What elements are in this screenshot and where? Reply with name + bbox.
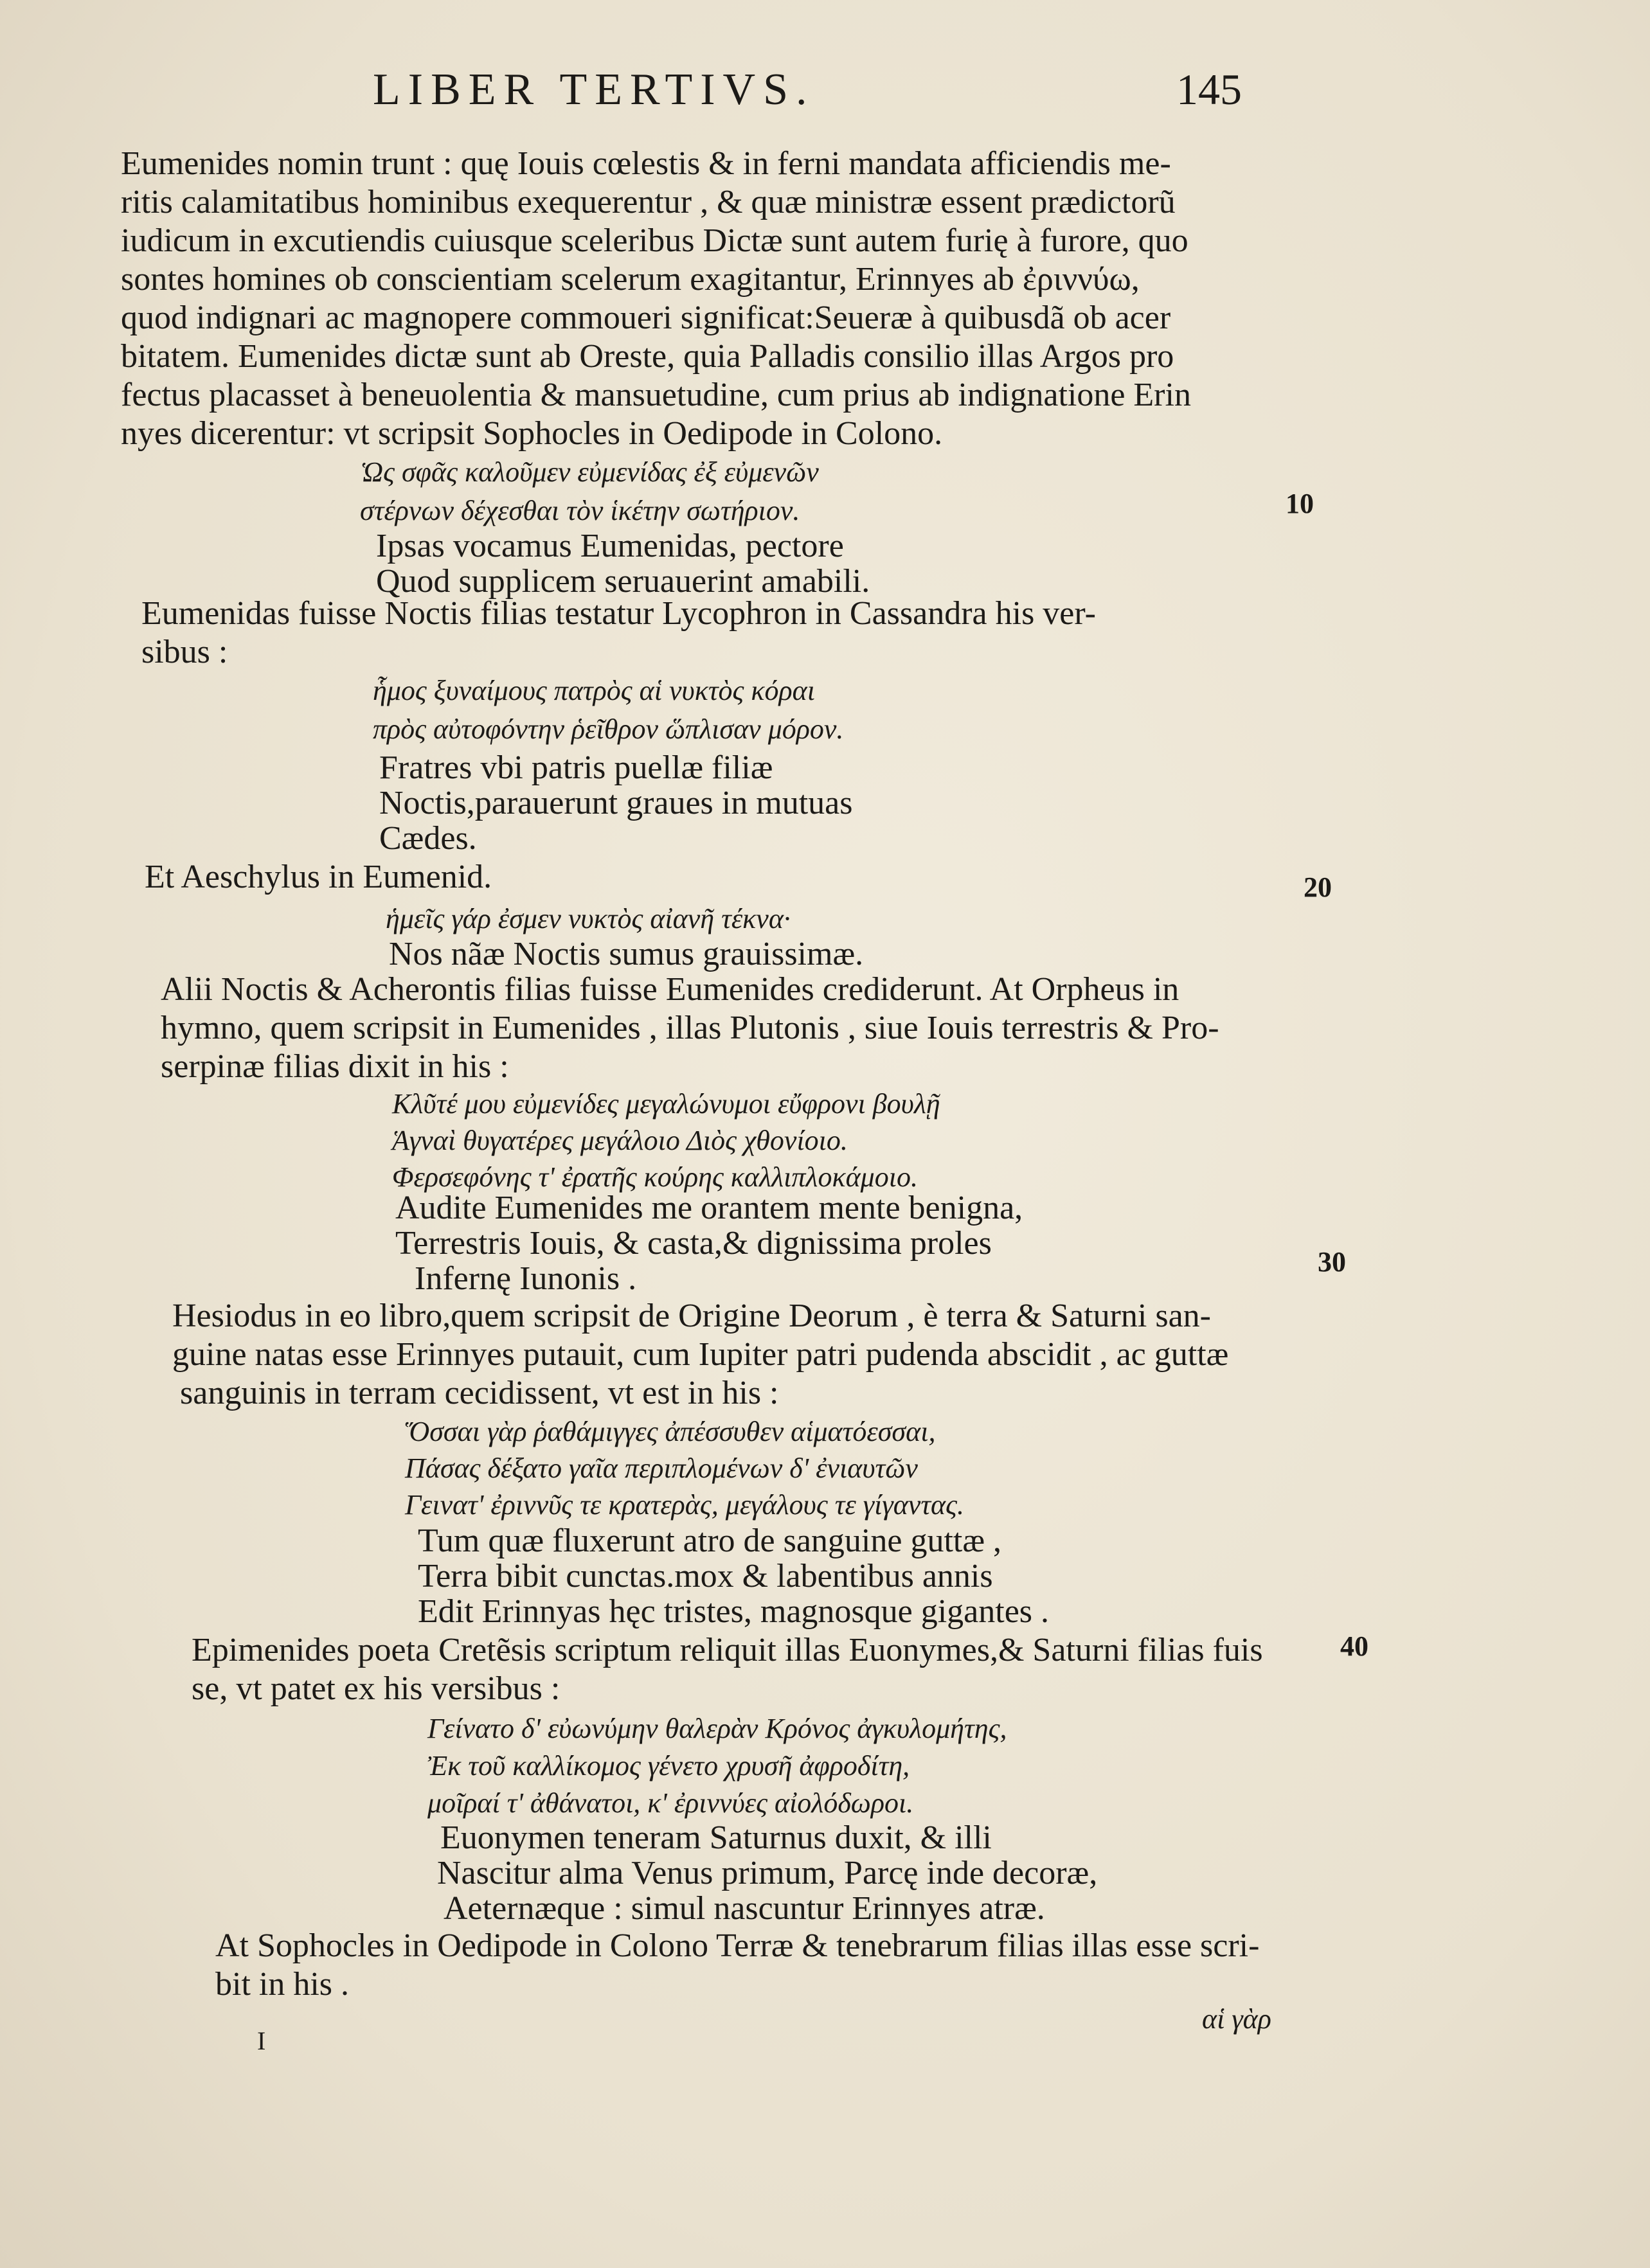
text-line: ritis calamitatibus hominibus exequerentur , & quæ ministræ essent prædictorũ xyxy=(121,184,1176,220)
latin-verse: Fratres vbi patris puellæ filiæ xyxy=(379,749,773,786)
latin-verse: Nascitur alma Venus primum, Parcę inde decoræ, xyxy=(437,1855,1098,1891)
text-line: iudicum in excutiendis cuiusque sceleribus Dictæ sunt autem furię à furore, quo xyxy=(121,222,1188,259)
page-number: 145 xyxy=(1176,65,1242,114)
text-line: Et Aeschylus in Eumenid. xyxy=(145,859,492,895)
text-line: At Sophocles in Oedipode in Colono Terræ & tenebrarum filias illas esse scri- xyxy=(215,1927,1260,1964)
latin-verse: Tum quæ fluxerunt atro de sanguine guttæ , xyxy=(418,1522,1002,1559)
latin-verse: Euonymen teneram Saturnus duxit, & illi xyxy=(440,1819,992,1856)
line-number-10: 10 xyxy=(1286,488,1314,519)
greek-verse: μοῖραί τ' ἀθάνατοι, κ' ἐριννύες αἰολόδωροι. xyxy=(427,1787,914,1819)
latin-verse: Aeternæque : simul nascuntur Erinnyes atræ. xyxy=(444,1890,1045,1927)
text-line: guine natas esse Erinnyes putauit, cum Iupiter patri pudenda abscidit , ac guttæ xyxy=(172,1336,1229,1373)
text-line: sanguinis in terram cecidissent, vt est in his : xyxy=(180,1375,779,1411)
text-line: serpinæ filias dixit in his : xyxy=(161,1048,509,1085)
latin-verse: Terra bibit cunctas.mox & labentibus annis xyxy=(418,1558,993,1594)
text-line: Alii Noctis & Acherontis filias fuisse Eumenides crediderunt. At Orpheus in xyxy=(161,971,1179,1008)
text-line: Epimenides poeta Cretẽsis scriptum reliquit illas Euonymes,& Saturni filias fuis xyxy=(192,1632,1263,1668)
latin-verse: Quod supplicem seruauerint amabili. xyxy=(376,563,870,600)
latin-verse: Noctis,parauerunt graues in mutuas xyxy=(379,785,853,821)
text-line: Hesiodus in eo libro,quem scripsit de Origine Deorum , è terra & Saturni san- xyxy=(172,1298,1211,1334)
greek-verse: ἡμεῖς γάρ ἐσμεν νυκτὸς αἰανῆ τέκνα· xyxy=(386,903,791,934)
greek-verse: Ὅσσαι γὰρ ῥαθάμιγγες ἀπέσσυθεν αἱματόεσσαι, xyxy=(405,1416,936,1447)
greek-verse: Ἐκ τοῦ καλλίκομος γένετο χρυσῆ ἀφροδίτη, xyxy=(427,1750,910,1781)
text-line: bitatem. Eumenides dictæ sunt ab Oreste, quia Palladis consilio illas Argos pro xyxy=(121,338,1174,375)
latin-verse: Terrestris Iouis, & casta,& dignissima proles xyxy=(395,1225,992,1262)
greek-verse: στέρνων δέχεσθαι τὸν ἱκέτην σωτήριον. xyxy=(360,495,800,526)
greek-verse: Γεινατ' ἐριννῦς τε κρατερὰς, μεγάλους τε γίγαντας. xyxy=(405,1489,965,1521)
latin-verse: Ipsas vocamus Eumenidas, pectore xyxy=(376,528,844,564)
text-line: sibus : xyxy=(141,634,228,670)
line-number-30: 30 xyxy=(1318,1246,1346,1278)
latin-verse: Infernę Iunonis . xyxy=(415,1260,637,1297)
latin-verse: Audite Eumenides me orantem mente benigna, xyxy=(395,1190,1023,1226)
text-line: fectus placasset à beneuolentia & mansuetudine, cum prius ab indignatione Erin xyxy=(121,377,1191,413)
text-line: hymno, quem scripsit in Eumenides , illas Plutonis , siue Iouis terrestris & Pro- xyxy=(161,1010,1219,1046)
text-line: Eumenides nomin trunt : quę Iouis cœlestis & in ferni mandata afficiendis me- xyxy=(121,145,1171,182)
running-title: LIBER TERTIVS. xyxy=(373,65,815,114)
catchword: αἱ γὰρ xyxy=(1202,2003,1271,2035)
signature-mark: I xyxy=(257,2026,266,2055)
text-line: sontes homines ob conscientiam scelerum exagitantur, Erinnyes ab ἐριννύω, xyxy=(121,261,1140,298)
text-line: bit in his . xyxy=(215,1966,350,2003)
greek-verse: Ἁγναὶ θυγατέρες μεγάλοιο Διὸς χθονίοιο. xyxy=(392,1125,848,1156)
text-line: quod indignari ac magnopere commoueri significat:Seueræ à quibusdã ob acer xyxy=(121,299,1171,336)
greek-verse: Φερσεφόνης τ' ἐρατῆς κούρης καλλιπλοκάμοιο. xyxy=(392,1161,918,1193)
greek-verse: Ὡς σφᾶς καλοῦμεν εὐμενίδας ἐξ εὐμενῶν xyxy=(360,456,819,488)
greek-verse: Γείνατο δ' εὐωνύμην θαλερὰν Κρόνος ἀγκυλομήτης, xyxy=(427,1713,1007,1744)
line-number-40: 40 xyxy=(1340,1630,1368,1662)
text-line: se, vt patet ex his versibus : xyxy=(192,1670,560,1707)
latin-verse: Nos nãæ Noctis sumus grauissimæ. xyxy=(389,936,864,972)
latin-verse: Cædes. xyxy=(379,820,477,857)
latin-verse: Edit Erinnyas hęc tristes, magnosque gigantes . xyxy=(418,1593,1050,1630)
greek-verse: ἧμος ξυναίμους πατρὸς αἱ νυκτὸς κόραι xyxy=(373,675,815,706)
text-line: nyes dicerentur: vt scripsit Sophocles in Oedipode in Colono. xyxy=(121,415,943,452)
greek-verse: Κλῦτέ μου εὐμενίδες μεγαλώνυμοι εὔφρονι βουλῇ xyxy=(392,1088,940,1120)
greek-verse: Πάσας δέξατο γαῖα περιπλομένων δ' ἐνιαυτῶν xyxy=(405,1452,918,1484)
text-line: Eumenidas fuisse Noctis filias testatur Lycophron in Cassandra his ver- xyxy=(141,595,1096,632)
line-number-20: 20 xyxy=(1304,871,1332,903)
greek-verse: πρὸς αὐτοφόντην ῥεῖθρον ὥπλισαν μόρον. xyxy=(373,713,844,745)
